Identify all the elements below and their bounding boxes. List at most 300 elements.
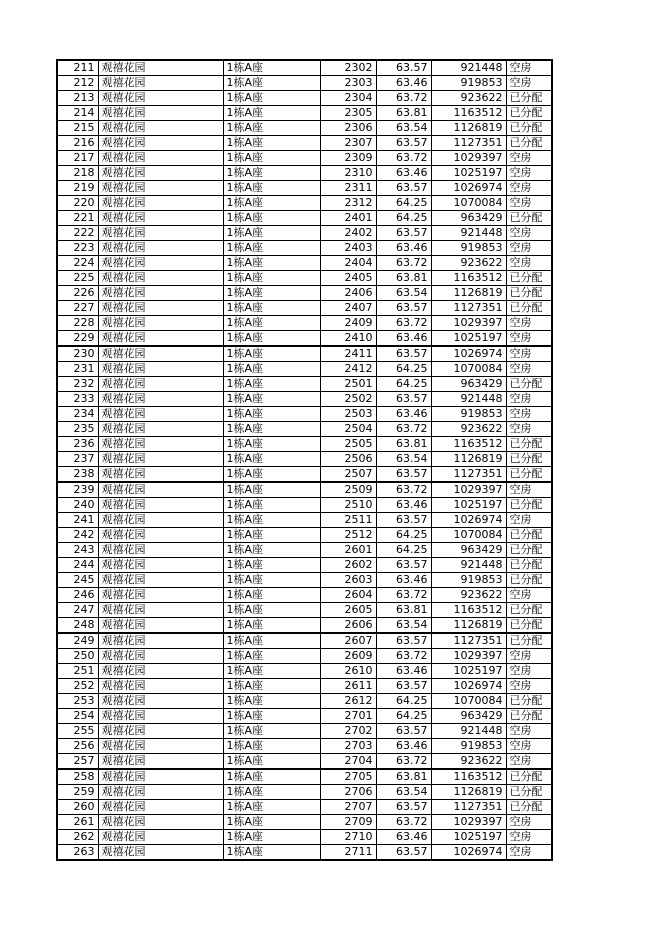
cell-row-number: 249 bbox=[57, 633, 98, 649]
table-row bbox=[57, 664, 552, 679]
cell-price: 1126819 bbox=[431, 785, 506, 800]
cell-row-number: 252 bbox=[57, 679, 98, 694]
cell-status: 空房 bbox=[506, 151, 552, 166]
cell-area: 63.72 bbox=[376, 422, 431, 437]
cell-estate-name: 观禧花园 bbox=[98, 331, 223, 347]
cell-area: 63.46 bbox=[376, 407, 431, 422]
cell-row-number: 211 bbox=[57, 60, 98, 76]
cell-building: 1栋A座 bbox=[223, 694, 320, 709]
cell-price: 1025197 bbox=[431, 664, 506, 679]
table-row bbox=[57, 106, 552, 121]
cell-building: 1栋A座 bbox=[223, 528, 320, 543]
cell-price: 1127351 bbox=[431, 467, 506, 483]
cell-building: 1栋A座 bbox=[223, 709, 320, 724]
cell-building: 1栋A座 bbox=[223, 256, 320, 271]
cell-estate-name: 观禧花园 bbox=[98, 800, 223, 815]
cell-status: 已分配 bbox=[506, 467, 552, 483]
cell-area: 63.57 bbox=[376, 800, 431, 815]
cell-price: 963429 bbox=[431, 211, 506, 226]
cell-status: 空房 bbox=[506, 256, 552, 271]
cell-price: 919853 bbox=[431, 241, 506, 256]
cell-estate-name: 观禧花园 bbox=[98, 588, 223, 603]
cell-building: 1栋A座 bbox=[223, 558, 320, 573]
cell-estate-name: 观禧花园 bbox=[98, 558, 223, 573]
table-row bbox=[57, 226, 552, 241]
cell-price: 1070084 bbox=[431, 362, 506, 377]
cell-estate-name: 观禧花园 bbox=[98, 392, 223, 407]
cell-area: 63.72 bbox=[376, 649, 431, 664]
cell-status: 空房 bbox=[506, 739, 552, 754]
cell-price: 1126819 bbox=[431, 121, 506, 136]
cell-row-number: 233 bbox=[57, 392, 98, 407]
cell-room-number: 2410 bbox=[320, 331, 376, 347]
cell-building: 1栋A座 bbox=[223, 724, 320, 739]
cell-area: 63.46 bbox=[376, 830, 431, 845]
cell-status: 空房 bbox=[506, 664, 552, 679]
cell-building: 1栋A座 bbox=[223, 679, 320, 694]
cell-status: 空房 bbox=[506, 331, 552, 347]
cell-price: 963429 bbox=[431, 543, 506, 558]
cell-estate-name: 观禧花园 bbox=[98, 377, 223, 392]
cell-building: 1栋A座 bbox=[223, 196, 320, 211]
cell-price: 1029397 bbox=[431, 482, 506, 498]
cell-estate-name: 观禧花园 bbox=[98, 286, 223, 301]
cell-building: 1栋A座 bbox=[223, 513, 320, 528]
cell-price: 1025197 bbox=[431, 166, 506, 181]
cell-price: 919853 bbox=[431, 739, 506, 754]
table-row bbox=[57, 316, 552, 331]
cell-status: 已分配 bbox=[506, 709, 552, 724]
cell-price: 1127351 bbox=[431, 633, 506, 649]
cell-row-number: 242 bbox=[57, 528, 98, 543]
cell-building: 1栋A座 bbox=[223, 603, 320, 618]
cell-building: 1栋A座 bbox=[223, 769, 320, 785]
cell-row-number: 262 bbox=[57, 830, 98, 845]
cell-status: 空房 bbox=[506, 226, 552, 241]
table-row bbox=[57, 241, 552, 256]
cell-estate-name: 观禧花园 bbox=[98, 528, 223, 543]
cell-estate-name: 观禧花园 bbox=[98, 256, 223, 271]
cell-estate-name: 观禧花园 bbox=[98, 739, 223, 754]
table-row bbox=[57, 498, 552, 513]
cell-price: 963429 bbox=[431, 377, 506, 392]
cell-price: 1126819 bbox=[431, 618, 506, 634]
cell-status: 已分配 bbox=[506, 286, 552, 301]
cell-building: 1栋A座 bbox=[223, 362, 320, 377]
cell-area: 63.57 bbox=[376, 226, 431, 241]
cell-estate-name: 观禧花园 bbox=[98, 754, 223, 770]
table-row bbox=[57, 694, 552, 709]
cell-row-number: 240 bbox=[57, 498, 98, 513]
table-row bbox=[57, 121, 552, 136]
cell-estate-name: 观禧花园 bbox=[98, 664, 223, 679]
cell-status: 已分配 bbox=[506, 136, 552, 151]
cell-building: 1栋A座 bbox=[223, 91, 320, 106]
cell-room-number: 2503 bbox=[320, 407, 376, 422]
cell-building: 1栋A座 bbox=[223, 407, 320, 422]
cell-row-number: 235 bbox=[57, 422, 98, 437]
cell-building: 1栋A座 bbox=[223, 573, 320, 588]
table-row bbox=[57, 331, 552, 347]
table-row bbox=[57, 166, 552, 181]
cell-room-number: 2311 bbox=[320, 181, 376, 196]
table-row bbox=[57, 362, 552, 377]
cell-area: 63.72 bbox=[376, 482, 431, 498]
cell-building: 1栋A座 bbox=[223, 166, 320, 181]
cell-room-number: 2507 bbox=[320, 467, 376, 483]
cell-status: 空房 bbox=[506, 166, 552, 181]
cell-room-number: 2312 bbox=[320, 196, 376, 211]
cell-status: 已分配 bbox=[506, 528, 552, 543]
cell-building: 1栋A座 bbox=[223, 226, 320, 241]
cell-status: 已分配 bbox=[506, 603, 552, 618]
cell-price: 1127351 bbox=[431, 136, 506, 151]
cell-row-number: 234 bbox=[57, 407, 98, 422]
cell-price: 1026974 bbox=[431, 679, 506, 694]
cell-row-number: 248 bbox=[57, 618, 98, 634]
cell-price: 1025197 bbox=[431, 331, 506, 347]
cell-price: 1025197 bbox=[431, 830, 506, 845]
cell-area: 63.57 bbox=[376, 845, 431, 861]
table-row bbox=[57, 588, 552, 603]
cell-price: 1070084 bbox=[431, 528, 506, 543]
cell-area: 63.72 bbox=[376, 754, 431, 770]
cell-room-number: 2603 bbox=[320, 573, 376, 588]
cell-row-number: 224 bbox=[57, 256, 98, 271]
cell-building: 1栋A座 bbox=[223, 754, 320, 770]
cell-status: 空房 bbox=[506, 316, 552, 331]
cell-price: 1026974 bbox=[431, 513, 506, 528]
cell-room-number: 2411 bbox=[320, 346, 376, 362]
cell-estate-name: 观禧花园 bbox=[98, 346, 223, 362]
table-row bbox=[57, 256, 552, 271]
cell-building: 1栋A座 bbox=[223, 211, 320, 226]
cell-estate-name: 观禧花园 bbox=[98, 785, 223, 800]
cell-status: 空房 bbox=[506, 60, 552, 76]
cell-status: 已分配 bbox=[506, 558, 552, 573]
table-row bbox=[57, 407, 552, 422]
cell-area: 63.46 bbox=[376, 331, 431, 347]
cell-price: 923622 bbox=[431, 588, 506, 603]
cell-row-number: 221 bbox=[57, 211, 98, 226]
cell-room-number: 2310 bbox=[320, 166, 376, 181]
cell-status: 已分配 bbox=[506, 271, 552, 286]
cell-room-number: 2406 bbox=[320, 286, 376, 301]
cell-price: 1163512 bbox=[431, 769, 506, 785]
table-row bbox=[57, 573, 552, 588]
cell-status: 已分配 bbox=[506, 543, 552, 558]
cell-status: 已分配 bbox=[506, 633, 552, 649]
table-row bbox=[57, 618, 552, 634]
cell-row-number: 259 bbox=[57, 785, 98, 800]
cell-status: 空房 bbox=[506, 815, 552, 830]
cell-building: 1栋A座 bbox=[223, 785, 320, 800]
table-row bbox=[57, 211, 552, 226]
cell-row-number: 219 bbox=[57, 181, 98, 196]
table-row bbox=[57, 151, 552, 166]
cell-price: 921448 bbox=[431, 724, 506, 739]
cell-building: 1栋A座 bbox=[223, 633, 320, 649]
cell-room-number: 2509 bbox=[320, 482, 376, 498]
table-row bbox=[57, 136, 552, 151]
cell-estate-name: 观禧花园 bbox=[98, 467, 223, 483]
cell-area: 63.54 bbox=[376, 286, 431, 301]
cell-room-number: 2607 bbox=[320, 633, 376, 649]
cell-row-number: 232 bbox=[57, 377, 98, 392]
cell-row-number: 246 bbox=[57, 588, 98, 603]
cell-price: 963429 bbox=[431, 709, 506, 724]
cell-estate-name: 观禧花园 bbox=[98, 830, 223, 845]
cell-status: 空房 bbox=[506, 346, 552, 362]
cell-row-number: 222 bbox=[57, 226, 98, 241]
cell-price: 919853 bbox=[431, 407, 506, 422]
cell-estate-name: 观禧花园 bbox=[98, 603, 223, 618]
cell-estate-name: 观禧花园 bbox=[98, 633, 223, 649]
cell-area: 63.54 bbox=[376, 121, 431, 136]
cell-estate-name: 观禧花园 bbox=[98, 769, 223, 785]
cell-building: 1栋A座 bbox=[223, 543, 320, 558]
cell-building: 1栋A座 bbox=[223, 377, 320, 392]
cell-estate-name: 观禧花园 bbox=[98, 271, 223, 286]
cell-estate-name: 观禧花园 bbox=[98, 362, 223, 377]
table-row bbox=[57, 543, 552, 558]
cell-status: 空房 bbox=[506, 754, 552, 770]
cell-row-number: 225 bbox=[57, 271, 98, 286]
cell-area: 63.72 bbox=[376, 151, 431, 166]
cell-row-number: 256 bbox=[57, 739, 98, 754]
table-row bbox=[57, 513, 552, 528]
cell-area: 63.81 bbox=[376, 769, 431, 785]
cell-row-number: 212 bbox=[57, 76, 98, 91]
cell-building: 1栋A座 bbox=[223, 649, 320, 664]
cell-room-number: 2305 bbox=[320, 106, 376, 121]
cell-status: 空房 bbox=[506, 196, 552, 211]
cell-room-number: 2404 bbox=[320, 256, 376, 271]
table-row bbox=[57, 346, 552, 362]
table-row bbox=[57, 633, 552, 649]
cell-area: 63.57 bbox=[376, 467, 431, 483]
table-row bbox=[57, 815, 552, 830]
cell-area: 63.72 bbox=[376, 588, 431, 603]
cell-room-number: 2401 bbox=[320, 211, 376, 226]
cell-estate-name: 观禧花园 bbox=[98, 724, 223, 739]
table-row bbox=[57, 271, 552, 286]
cell-status: 空房 bbox=[506, 76, 552, 91]
cell-estate-name: 观禧花园 bbox=[98, 709, 223, 724]
cell-row-number: 255 bbox=[57, 724, 98, 739]
cell-building: 1栋A座 bbox=[223, 271, 320, 286]
cell-price: 921448 bbox=[431, 392, 506, 407]
cell-estate-name: 观禧花园 bbox=[98, 226, 223, 241]
cell-row-number: 261 bbox=[57, 815, 98, 830]
cell-row-number: 257 bbox=[57, 754, 98, 770]
cell-status: 已分配 bbox=[506, 437, 552, 452]
cell-area: 63.81 bbox=[376, 603, 431, 618]
cell-price: 1126819 bbox=[431, 452, 506, 467]
table-row bbox=[57, 392, 552, 407]
cell-building: 1栋A座 bbox=[223, 437, 320, 452]
cell-status: 已分配 bbox=[506, 498, 552, 513]
cell-status: 已分配 bbox=[506, 301, 552, 316]
cell-building: 1栋A座 bbox=[223, 181, 320, 196]
table-row bbox=[57, 76, 552, 91]
cell-building: 1栋A座 bbox=[223, 800, 320, 815]
cell-building: 1栋A座 bbox=[223, 60, 320, 76]
cell-price: 923622 bbox=[431, 754, 506, 770]
cell-estate-name: 观禧花园 bbox=[98, 437, 223, 452]
cell-status: 空房 bbox=[506, 588, 552, 603]
cell-price: 1127351 bbox=[431, 800, 506, 815]
cell-row-number: 236 bbox=[57, 437, 98, 452]
cell-building: 1栋A座 bbox=[223, 618, 320, 634]
cell-status: 已分配 bbox=[506, 800, 552, 815]
cell-row-number: 258 bbox=[57, 769, 98, 785]
cell-row-number: 253 bbox=[57, 694, 98, 709]
cell-price: 923622 bbox=[431, 256, 506, 271]
table-row bbox=[57, 422, 552, 437]
cell-room-number: 2412 bbox=[320, 362, 376, 377]
cell-row-number: 217 bbox=[57, 151, 98, 166]
cell-room-number: 2504 bbox=[320, 422, 376, 437]
cell-row-number: 214 bbox=[57, 106, 98, 121]
cell-room-number: 2506 bbox=[320, 452, 376, 467]
cell-building: 1栋A座 bbox=[223, 664, 320, 679]
table-row bbox=[57, 528, 552, 543]
table-row bbox=[57, 558, 552, 573]
cell-status: 空房 bbox=[506, 679, 552, 694]
cell-room-number: 2710 bbox=[320, 830, 376, 845]
cell-room-number: 2306 bbox=[320, 121, 376, 136]
cell-estate-name: 观禧花园 bbox=[98, 76, 223, 91]
cell-area: 63.46 bbox=[376, 739, 431, 754]
cell-area: 64.25 bbox=[376, 543, 431, 558]
cell-area: 63.57 bbox=[376, 181, 431, 196]
cell-room-number: 2511 bbox=[320, 513, 376, 528]
cell-status: 空房 bbox=[506, 513, 552, 528]
cell-status: 空房 bbox=[506, 482, 552, 498]
cell-room-number: 2709 bbox=[320, 815, 376, 830]
cell-building: 1栋A座 bbox=[223, 136, 320, 151]
cell-area: 63.54 bbox=[376, 785, 431, 800]
table-row bbox=[57, 649, 552, 664]
table-row bbox=[57, 301, 552, 316]
table-row bbox=[57, 709, 552, 724]
cell-status: 空房 bbox=[506, 241, 552, 256]
cell-area: 64.25 bbox=[376, 196, 431, 211]
cell-room-number: 2702 bbox=[320, 724, 376, 739]
table-row bbox=[57, 377, 552, 392]
cell-estate-name: 观禧花园 bbox=[98, 694, 223, 709]
cell-area: 63.57 bbox=[376, 60, 431, 76]
cell-area: 63.46 bbox=[376, 166, 431, 181]
cell-building: 1栋A座 bbox=[223, 286, 320, 301]
cell-row-number: 229 bbox=[57, 331, 98, 347]
table-row bbox=[57, 286, 552, 301]
table-row bbox=[57, 845, 552, 861]
cell-room-number: 2602 bbox=[320, 558, 376, 573]
table-row bbox=[57, 181, 552, 196]
cell-status: 已分配 bbox=[506, 106, 552, 121]
cell-estate-name: 观禧花园 bbox=[98, 452, 223, 467]
cell-estate-name: 观禧花园 bbox=[98, 573, 223, 588]
cell-status: 空房 bbox=[506, 724, 552, 739]
table-row bbox=[57, 830, 552, 845]
cell-building: 1栋A座 bbox=[223, 482, 320, 498]
cell-estate-name: 观禧花园 bbox=[98, 91, 223, 106]
cell-room-number: 2701 bbox=[320, 709, 376, 724]
cell-price: 1163512 bbox=[431, 603, 506, 618]
cell-price: 1163512 bbox=[431, 271, 506, 286]
cell-building: 1栋A座 bbox=[223, 346, 320, 362]
cell-estate-name: 观禧花园 bbox=[98, 498, 223, 513]
cell-area: 63.57 bbox=[376, 633, 431, 649]
cell-estate-name: 观禧花园 bbox=[98, 407, 223, 422]
cell-room-number: 2510 bbox=[320, 498, 376, 513]
cell-price: 1163512 bbox=[431, 437, 506, 452]
cell-room-number: 2703 bbox=[320, 739, 376, 754]
cell-status: 已分配 bbox=[506, 91, 552, 106]
cell-estate-name: 观禧花园 bbox=[98, 679, 223, 694]
cell-area: 63.57 bbox=[376, 346, 431, 362]
cell-room-number: 2407 bbox=[320, 301, 376, 316]
table-row bbox=[57, 769, 552, 785]
cell-price: 921448 bbox=[431, 558, 506, 573]
cell-room-number: 2409 bbox=[320, 316, 376, 331]
cell-room-number: 2601 bbox=[320, 543, 376, 558]
cell-status: 已分配 bbox=[506, 211, 552, 226]
cell-estate-name: 观禧花园 bbox=[98, 301, 223, 316]
table-row bbox=[57, 467, 552, 483]
cell-area: 63.54 bbox=[376, 618, 431, 634]
cell-status: 已分配 bbox=[506, 452, 552, 467]
cell-price: 1126819 bbox=[431, 286, 506, 301]
cell-area: 64.25 bbox=[376, 211, 431, 226]
cell-estate-name: 观禧花园 bbox=[98, 815, 223, 830]
cell-area: 63.46 bbox=[376, 76, 431, 91]
cell-room-number: 2705 bbox=[320, 769, 376, 785]
cell-estate-name: 观禧花园 bbox=[98, 618, 223, 634]
cell-price: 1070084 bbox=[431, 196, 506, 211]
cell-price: 1026974 bbox=[431, 181, 506, 196]
cell-price: 1029397 bbox=[431, 151, 506, 166]
cell-area: 63.46 bbox=[376, 664, 431, 679]
cell-area: 63.81 bbox=[376, 437, 431, 452]
cell-estate-name: 观禧花园 bbox=[98, 211, 223, 226]
housing-allocation-table bbox=[56, 59, 553, 861]
cell-estate-name: 观禧花园 bbox=[98, 136, 223, 151]
cell-estate-name: 观禧花园 bbox=[98, 845, 223, 861]
cell-room-number: 2403 bbox=[320, 241, 376, 256]
cell-room-number: 2302 bbox=[320, 60, 376, 76]
cell-area: 63.57 bbox=[376, 136, 431, 151]
cell-row-number: 228 bbox=[57, 316, 98, 331]
cell-status: 空房 bbox=[506, 422, 552, 437]
cell-estate-name: 观禧花园 bbox=[98, 482, 223, 498]
cell-area: 63.57 bbox=[376, 513, 431, 528]
cell-row-number: 216 bbox=[57, 136, 98, 151]
cell-area: 64.25 bbox=[376, 694, 431, 709]
cell-area: 64.25 bbox=[376, 709, 431, 724]
cell-row-number: 263 bbox=[57, 845, 98, 861]
cell-room-number: 2501 bbox=[320, 377, 376, 392]
cell-row-number: 247 bbox=[57, 603, 98, 618]
cell-row-number: 260 bbox=[57, 800, 98, 815]
table-row bbox=[57, 437, 552, 452]
cell-row-number: 230 bbox=[57, 346, 98, 362]
cell-room-number: 2405 bbox=[320, 271, 376, 286]
cell-price: 919853 bbox=[431, 76, 506, 91]
cell-area: 63.72 bbox=[376, 316, 431, 331]
